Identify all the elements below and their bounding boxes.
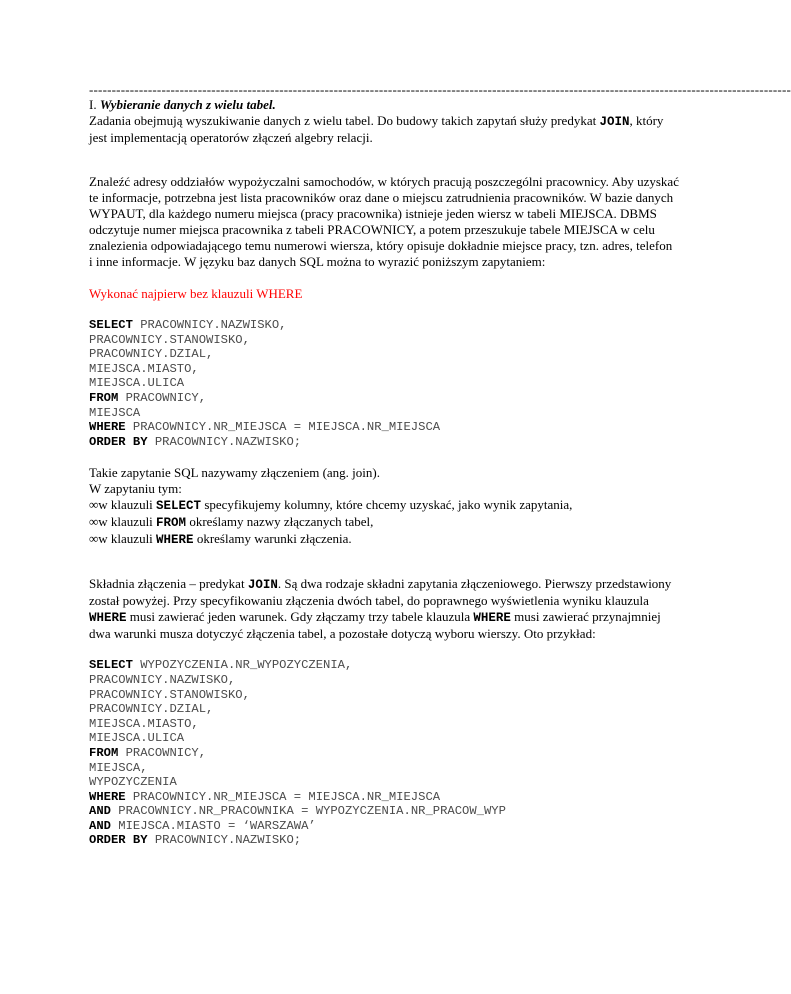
clause-keyword: WHERE — [156, 533, 194, 548]
section-heading — [89, 97, 679, 113]
paragraph-join-syntax — [89, 576, 679, 642]
sql-code: PRACOWNICY.NAZWISKO; — [147, 833, 302, 848]
sql-code: MIEJSCA.MIASTO, — [89, 716, 199, 731]
sql-line — [89, 347, 679, 362]
bullet-symbol: ∞ — [89, 497, 99, 513]
sql-code: PRACOWNICY.DZIAL, — [89, 347, 214, 362]
sql-keyword: SELECT — [89, 658, 133, 673]
sql-line — [89, 790, 679, 805]
sql-line — [89, 688, 679, 703]
section-intro — [89, 113, 679, 146]
paragraph-task-description: Znaleźć adresy oddziałów wypożyczalni samochodów, w których pracują poszczególni pracownicy. Aby uzyskać te informacje, potrzebna jest lista pracowników oraz dane o miejscu zatrudnienia pracowników. W bazie danych WYPAUT, dla każdego numeru miejsca (pracy pracownika) istnieje jeden wiersz w tabeli MIEJSCA. DBMS odczytuje numer miejsca pracownika z tabeli PRACOWNICY, a potem przeszukuje tabele MIEJSCA w celu znalezienia odpowiadającego temu numerowi wiersza, który opisuje dokładnie miejsce pracy, tzn. adres, telefon i inne informacje. W języku baz danych SQL można to wyrazić poniższym zapytaniem: — [89, 174, 679, 269]
sql-query-1 — [89, 318, 679, 449]
sql-line — [89, 318, 679, 333]
sql-line — [89, 833, 679, 848]
sql-line — [89, 761, 679, 776]
sql-keyword: AND — [89, 818, 111, 833]
intro-keyword-join: JOIN — [599, 115, 630, 129]
syntax-keyword-where-1: WHERE — [89, 611, 127, 626]
clause-item-text: w klauzuli — [98, 497, 157, 513]
sql-code: WYPOZYCZENIA — [89, 775, 177, 790]
bullet-symbol: ∞ — [89, 531, 99, 547]
sql-line — [89, 731, 679, 746]
clause-item-description: określamy warunki złączenia. — [193, 531, 352, 547]
red-instruction-note: Wykonać najpierw bez klauzuli WHERE — [89, 286, 303, 301]
syntax-text-c: musi zawierać jeden warunek. Gdy złączamy trzy tabele klauzula — [126, 609, 474, 625]
sql-query-2 — [89, 658, 679, 848]
sql-code: PRACOWNICY.NR_PRACOWNIKA = WYPOZYCZENIA.NR_PRACOW_WYP — [110, 804, 506, 819]
sql-code: MIEJSCA.ULICA — [89, 376, 185, 391]
syntax-keyword-join: JOIN — [247, 578, 278, 593]
clause-list-item — [89, 531, 679, 548]
syntax-keyword-where-2: WHERE — [473, 611, 511, 626]
sql-code: MIEJSCA, — [89, 760, 148, 775]
syntax-text-b: . Są dwa rodzaje składni zapytania złączeniowego. Pierwszy przedstawiony został powyżej. Przy specyfikowaniu złączenia dwóch tabel, do poprawnego wyświetlenia wyniku klauzula — [89, 576, 672, 609]
sql-line — [89, 717, 679, 732]
clause-list — [89, 497, 679, 548]
bullet-symbol: ∞ — [89, 514, 99, 530]
syntax-text-d: musi zawierać przynajmniej dwa warunki musza dotyczyć złączenia tabel, a pozostałe dotyczą wyboru wierszy. Oto przykład: — [89, 609, 661, 642]
sql-line — [89, 746, 679, 761]
sql-line — [89, 673, 679, 688]
sql-keyword: FROM — [89, 390, 119, 405]
join-definition: Takie zapytanie SQL nazywamy złączeniem (ang. join). — [89, 465, 380, 481]
sql-keyword: WHERE — [89, 789, 126, 804]
sql-code: MIEJSCA — [89, 405, 141, 420]
section-title: Wybieranie danych z wielu tabel. — [99, 97, 276, 112]
document-page — [89, 82, 791, 848]
sql-code: PRACOWNICY.NAZWISKO; — [147, 434, 302, 449]
clause-keyword: SELECT — [156, 499, 202, 514]
sql-line — [89, 420, 679, 435]
sql-keyword: SELECT — [89, 318, 133, 332]
separator-line: ----------------------------------------------------------------------------------------------------------------------------------------------------------- — [89, 82, 791, 97]
sql-code: MIEJSCA.MIASTO = ‘WARSZAWA’ — [110, 818, 316, 833]
sql-keyword: ORDER BY — [89, 833, 148, 848]
sql-code: PRACOWNICY, — [118, 390, 207, 405]
sql-line — [89, 658, 679, 673]
sql-line — [89, 376, 679, 391]
sql-line — [89, 804, 679, 819]
sql-code: PRACOWNICY.NAZWISKO, — [132, 318, 287, 332]
clause-item-description: specyfikujemy kolumny, które chcemy uzyskać, jako wynik zapytania, — [201, 497, 573, 513]
clause-keyword: FROM — [156, 516, 187, 531]
clause-item-text: w klauzuli — [98, 514, 157, 530]
sql-code: PRACOWNICY.STANOWISKO, — [89, 687, 250, 702]
sql-code: PRACOWNICY.NAZWISKO, — [89, 672, 236, 687]
sql-line — [89, 362, 679, 377]
sql-code: PRACOWNICY.NR_MIEJSCA = MIEJSCA.NR_MIEJSCA — [125, 420, 441, 435]
clause-item-text: w klauzuli — [98, 531, 157, 547]
sql-line — [89, 775, 679, 790]
sql-keyword: WHERE — [89, 420, 126, 435]
sql-code: PRACOWNICY.DZIAL, — [89, 702, 214, 717]
sql-code: WYPOZYCZENIA.NR_WYPOZYCZENIA, — [132, 658, 353, 673]
sql-keyword: AND — [89, 804, 111, 819]
clause-list-item — [89, 497, 679, 514]
sql-keyword: ORDER BY — [89, 434, 148, 449]
sql-line — [89, 333, 679, 348]
section-number: I. — [89, 97, 100, 112]
sql-code: PRACOWNICY.STANOWISKO, — [89, 332, 250, 347]
sql-line — [89, 391, 679, 406]
sql-line — [89, 435, 679, 450]
join-intro-line: W zapytaniu tym: — [89, 481, 182, 497]
sql-line — [89, 702, 679, 717]
intro-text: Zadania obejmują wyszukiwanie danych z wielu tabel. Do budowy takich zapytań służy predykat — [89, 113, 600, 128]
clause-item-description: określamy nazwy złączanych tabel, — [186, 514, 374, 530]
sql-code: PRACOWNICY.NR_MIEJSCA = MIEJSCA.NR_MIEJSCA — [125, 789, 441, 804]
sql-code: MIEJSCA.ULICA — [89, 731, 185, 746]
intro-text-end: , który jest implementacją operatorów złączeń algebry relacji. — [89, 113, 664, 145]
sql-keyword: FROM — [89, 745, 119, 760]
sql-line — [89, 819, 679, 834]
clause-list-item — [89, 514, 679, 531]
sql-code: PRACOWNICY, — [118, 745, 207, 760]
syntax-text-a: Składnia złączenia – predykat — [89, 576, 248, 592]
sql-line — [89, 406, 679, 421]
sql-code: MIEJSCA.MIASTO, — [89, 361, 199, 376]
